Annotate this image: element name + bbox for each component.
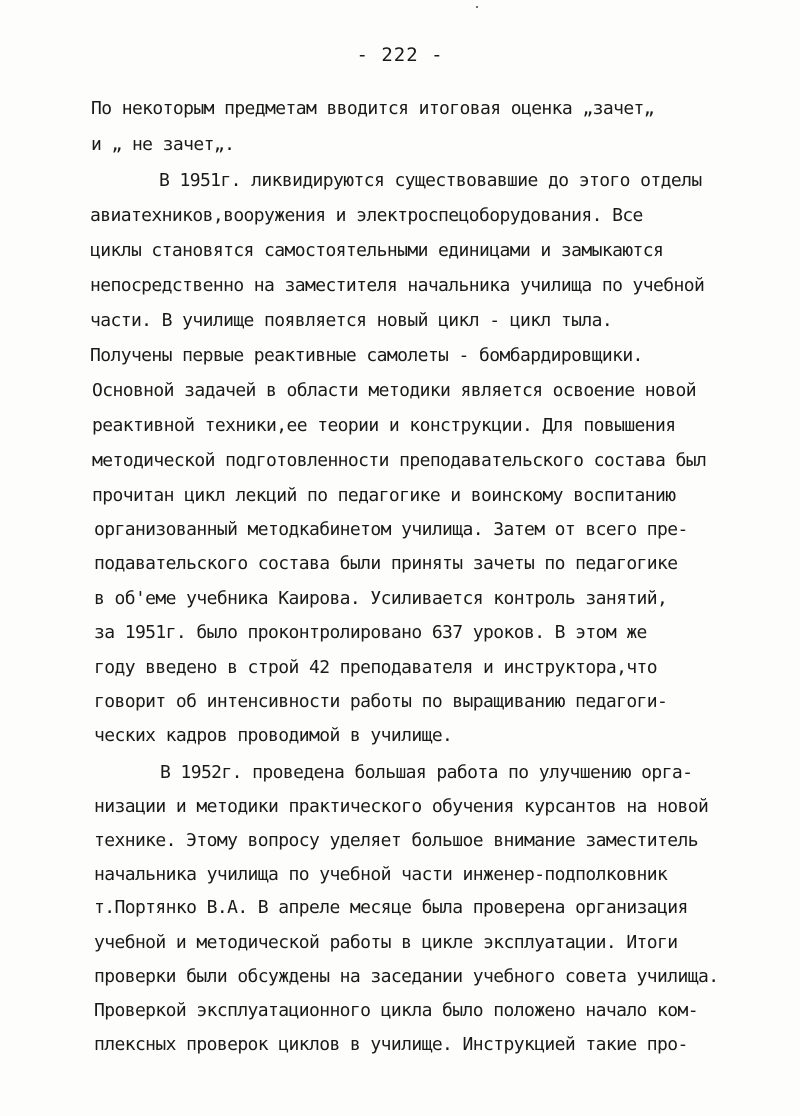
text-line-14: подавательского состава были приняты зачеты по педагогике	[94, 553, 678, 574]
text-line-21: низации и методики практического обучения курсантов на новой	[94, 796, 709, 817]
page-number: - 222 -	[356, 44, 444, 66]
text-line-10: реактивной техники,ее теории и конструкции. Для повышения	[92, 415, 676, 436]
text-line-18: говорит об интенсивности работы по выращиванию педагоги-	[94, 691, 668, 712]
text-line-1: По некоторым предметам вводится итоговая оценка „зачет„	[91, 98, 655, 119]
text-line-13: организованный методкабинетом училища. Затем от всего пре-	[94, 519, 688, 540]
text-line-11: методической подготовленности преподавательского состава был	[92, 450, 707, 471]
text-line-24: т.Портянко В.А. В апреле месяце была проверена организация	[94, 897, 688, 918]
text-line-12: прочитан цикл лекций по педагогике и воинскому воспитанию	[92, 485, 676, 506]
text-line-9: Основной задачей в области методики является освоение новой	[92, 380, 696, 401]
text-line-26: проверки были обсуждены на заседании учебного совета училища.	[94, 966, 719, 987]
text-line-19: ческих кадров проводимой в училище.	[94, 725, 453, 746]
text-line-7: части. В училище появляется новый цикл - цикл тыла.	[90, 310, 613, 331]
text-line-6: непосредственно на заместителя начальника училища по учебной	[90, 275, 705, 296]
text-line-28: плексных проверок циклов в училище. Инструкцией такие про-	[94, 1034, 688, 1055]
text-line-4: авиатехников,вооружения и электроспецоборудования. Все	[90, 205, 643, 226]
text-line-16: за 1951г. было проконтролировано 637 уроков. В этом же	[94, 622, 647, 643]
ink-speck	[476, 6, 478, 8]
text-line-5: циклы становятся самостоятельными единицами и замыкаются	[90, 240, 664, 261]
text-line-3: В 1951г. ликвидируются существовавшие до этого отделы	[159, 170, 702, 191]
text-line-15: в об'еме учебника Каирова. Усиливается контроль занятий,	[94, 588, 668, 609]
text-line-20: В 1952г. проведена большая работа по улучшению орга-	[160, 762, 693, 783]
text-line-17: году введено в строй 42 преподавателя и инструктора,что	[94, 657, 658, 678]
text-line-22: технике. Этому вопросу уделяет большое внимание заместитель	[94, 830, 698, 851]
text-line-8: Получены первые реактивные самолеты - бомбардировщики.	[90, 345, 643, 366]
text-line-25: учебной и методической работы в цикле эксплуатации. Итоги	[94, 932, 678, 953]
text-line-23: начальника училища по учебной части инженер-подполковник	[94, 864, 668, 885]
text-line-2: и „ не зачет„.	[91, 134, 235, 155]
text-line-27: Проверкой эксплуатационного цикла было положено начало ком-	[94, 1000, 698, 1021]
